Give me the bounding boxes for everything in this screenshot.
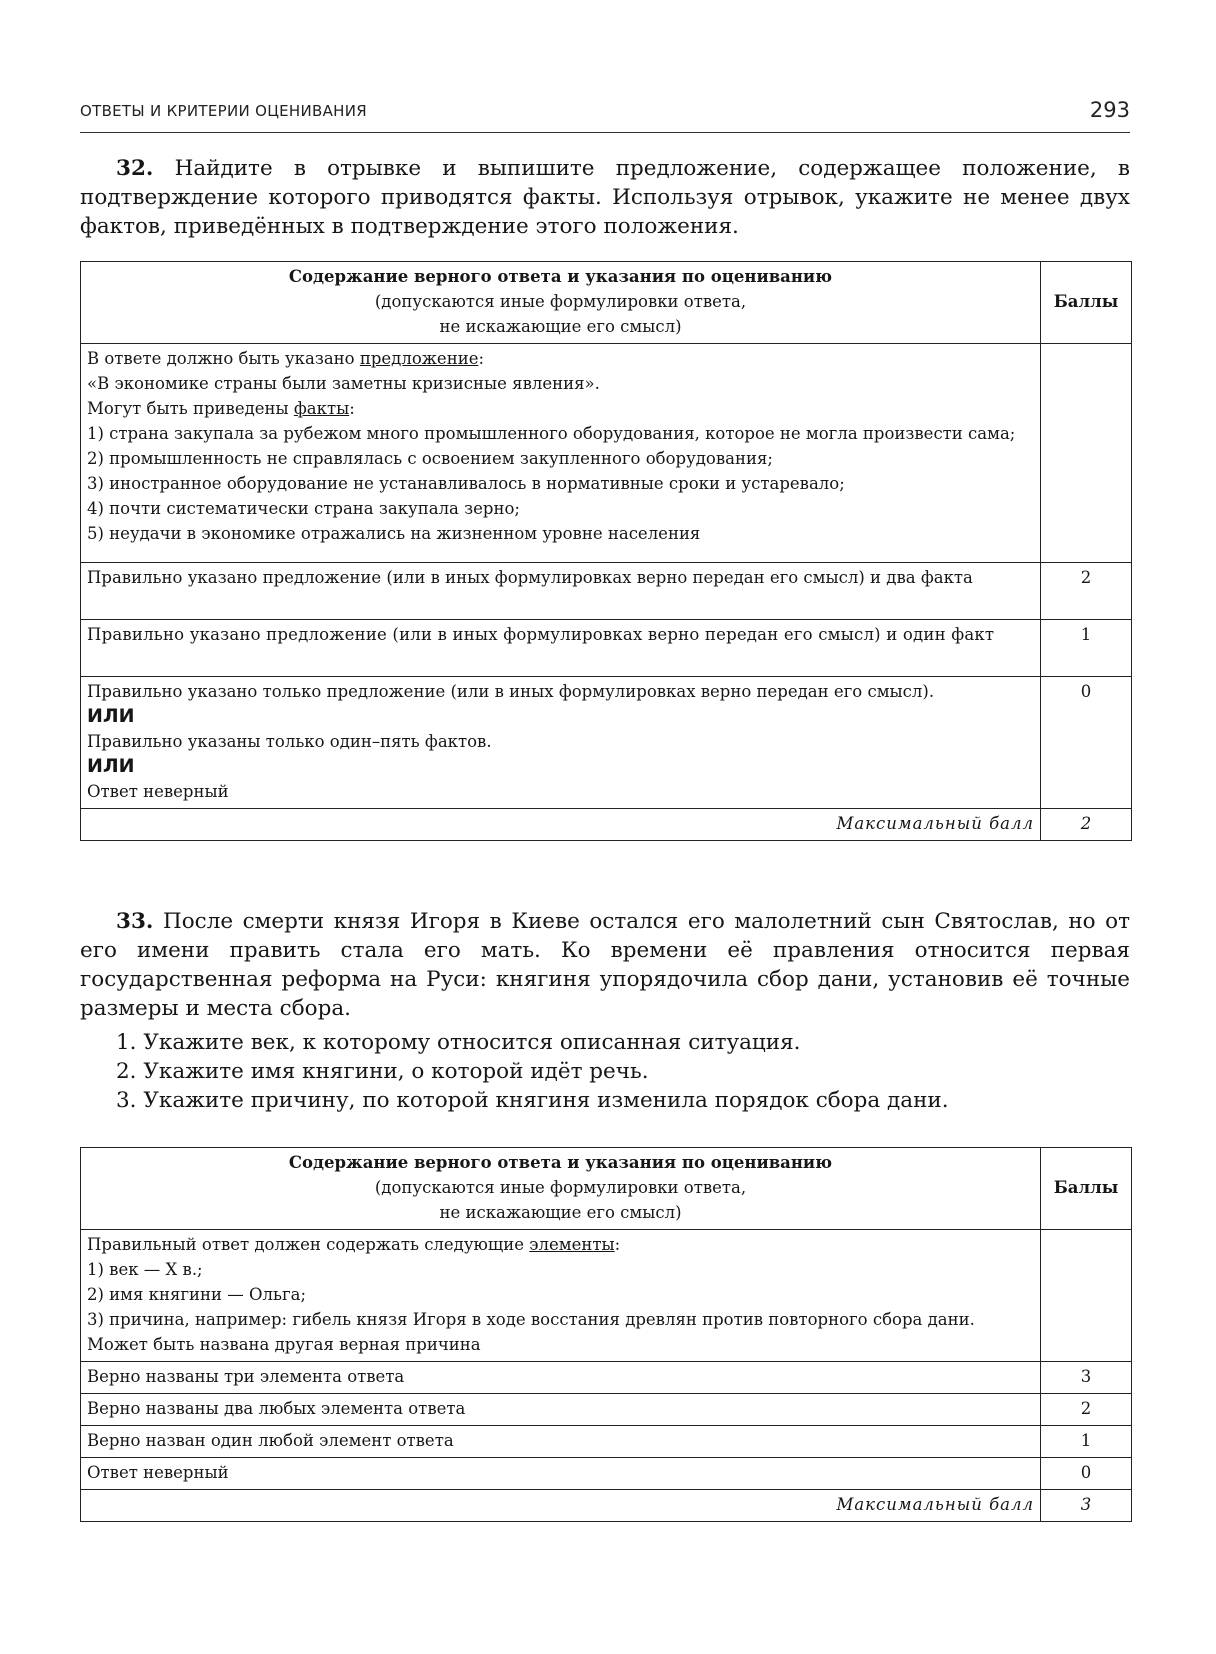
max-score-row (81, 1490, 1132, 1522)
answer-intro-underlined: элементы (529, 1235, 615, 1254)
criteria-text: Верно назван один любой элемент ответа (81, 1426, 1041, 1458)
fact-item: 4) почти систематически страна закупала зерно; (87, 499, 520, 518)
answer-row (81, 1230, 1132, 1362)
answer-cell (81, 1230, 1041, 1362)
question-item: 3. Укажите причину, по которой княгиня изменила порядок сбора дани. (116, 1088, 949, 1113)
task-33-questions (116, 1028, 1130, 1115)
answer-note: Может быть названа другая верная причина (87, 1335, 481, 1354)
criteria-score: 0 (1041, 1458, 1132, 1490)
criteria-row (81, 1394, 1132, 1426)
task-33-text (80, 907, 1130, 1023)
facts-intro-text: Могут быть приведены (87, 399, 294, 418)
criteria-table-32 (80, 261, 1132, 841)
facts-intro (87, 396, 1034, 421)
task-32-text (80, 154, 1130, 241)
or-label: ИЛИ (87, 705, 135, 727)
or-label: ИЛИ (87, 755, 135, 777)
question-item: 2. Укажите имя княгини, о которой идёт речь. (116, 1059, 649, 1084)
header-line-2: (допускаются иные формулировки ответа, (374, 292, 747, 311)
running-head (80, 96, 1130, 133)
criteria-score: 3 (1041, 1362, 1132, 1394)
criteria-score: 2 (1041, 1394, 1132, 1426)
score-header: Баллы (1041, 262, 1132, 344)
answer-sentence: «В экономике страны были заметны кризисные явления». (87, 374, 600, 393)
answer-score-cell (1041, 344, 1132, 563)
zero-line-3: Ответ неверный (87, 782, 229, 801)
criteria-row (81, 677, 1132, 809)
zero-line-2: Правильно указаны только один–пять фактов. (87, 732, 492, 751)
criteria-row (81, 620, 1132, 677)
criteria-score: 0 (1041, 677, 1132, 809)
criteria-score: 1 (1041, 620, 1132, 677)
facts-intro-underlined: факты (293, 399, 350, 418)
element-item: 1) век — X в.; (87, 1260, 203, 1279)
criteria-text: Ответ неверный (81, 1458, 1041, 1490)
answer-intro-colon: : (478, 349, 485, 368)
criteria-text: Верно названы три элемента ответа (81, 1362, 1041, 1394)
running-title: ОТВЕТЫ И КРИТЕРИИ ОЦЕНИВАНИЯ (80, 102, 368, 120)
answer-intro-text: Правильный ответ должен содержать следующие (87, 1235, 530, 1254)
criteria-row (81, 1362, 1132, 1394)
task-33-number: 33. (116, 909, 154, 934)
content-header (81, 1148, 1041, 1230)
max-score-row (81, 809, 1132, 841)
element-item: 3) причина, например: гибель князя Игоря в ходе восстания древлян против повторного сбора дани. (87, 1310, 975, 1329)
criteria-score: 2 (1041, 563, 1132, 620)
max-score-label: Максимальный балл (81, 1490, 1041, 1522)
fact-item: 5) неудачи в экономике отражались на жизненном уровне населения (87, 524, 701, 543)
element-item: 2) имя княгини — Ольга; (87, 1285, 307, 1304)
answer-score-cell (1041, 1230, 1132, 1362)
task-32-body: Найдите в отрывке и выпишите предложение, содержащее положение, в подтверждение которого приводятся факты. Используя отрывок, укажите не менее двух фактов, приведённых в подтверждение этого положения. (80, 156, 1130, 239)
task-33-body: После смерти князя Игоря в Киеве остался его малолетний сын Святослав, но от его имени править стала его мать. Ко времени её правления относится первая государственная реформа на Руси: княгиня упорядочила сбор дани, установив её точные размеры и места сбора. (80, 909, 1130, 1021)
criteria-row (81, 1426, 1132, 1458)
answer-intro (87, 346, 1034, 371)
answer-row (81, 344, 1132, 563)
max-score-value: 2 (1041, 809, 1132, 841)
header-line-3: не искажающие его смысл) (439, 317, 682, 336)
zero-line-1: Правильно указано только предложение (или в иных формулировках верно передан его смысл). (87, 682, 935, 701)
criteria-text: Правильно указано предложение (или в иных формулировках верно передан его смысл) и два факта (81, 563, 1041, 620)
header-line-3: не искажающие его смысл) (439, 1203, 682, 1222)
criteria-table-33 (80, 1147, 1132, 1522)
criteria-row (81, 1458, 1132, 1490)
question-item: 1. Укажите век, к которому относится описанная ситуация. (116, 1030, 801, 1055)
table-header-row (81, 1148, 1132, 1230)
criteria-text: Верно названы два любых элемента ответа (81, 1394, 1041, 1426)
table-header-row (81, 262, 1132, 344)
criteria-text: Правильно указано предложение (или в иных формулировках верно передан его смысл) и один факт (81, 620, 1041, 677)
facts-intro-colon: : (349, 399, 355, 418)
max-score-label: Максимальный балл (81, 809, 1041, 841)
page-number: 293 (1089, 98, 1130, 122)
fact-item: 2) промышленность не справлялась с освоением закупленного оборудования; (87, 449, 773, 468)
answer-intro (87, 1232, 1034, 1257)
fact-item: 1) страна закупала за рубежом много промышленного оборудования, которое не могла произвести сама; (87, 424, 1016, 443)
score-header: Баллы (1041, 1148, 1132, 1230)
answer-intro-underlined: предложение (359, 349, 479, 368)
header-line-2: (допускаются иные формулировки ответа, (374, 1178, 747, 1197)
header-line-1: Содержание верного ответа и указания по оцениванию (288, 267, 833, 286)
answer-cell (81, 344, 1041, 563)
content-header (81, 262, 1041, 344)
max-score-value: 3 (1041, 1490, 1132, 1522)
answer-intro-text: В ответе должно быть указано (87, 349, 360, 368)
criteria-zero-cell (81, 677, 1041, 809)
answer-intro-colon: : (614, 1235, 621, 1254)
criteria-score: 1 (1041, 1426, 1132, 1458)
fact-item: 3) иностранное оборудование не устанавливалось в нормативные сроки и устаревало; (87, 474, 845, 493)
criteria-row (81, 563, 1132, 620)
task-32-number: 32. (116, 156, 154, 181)
header-line-1: Содержание верного ответа и указания по оцениванию (288, 1153, 833, 1172)
